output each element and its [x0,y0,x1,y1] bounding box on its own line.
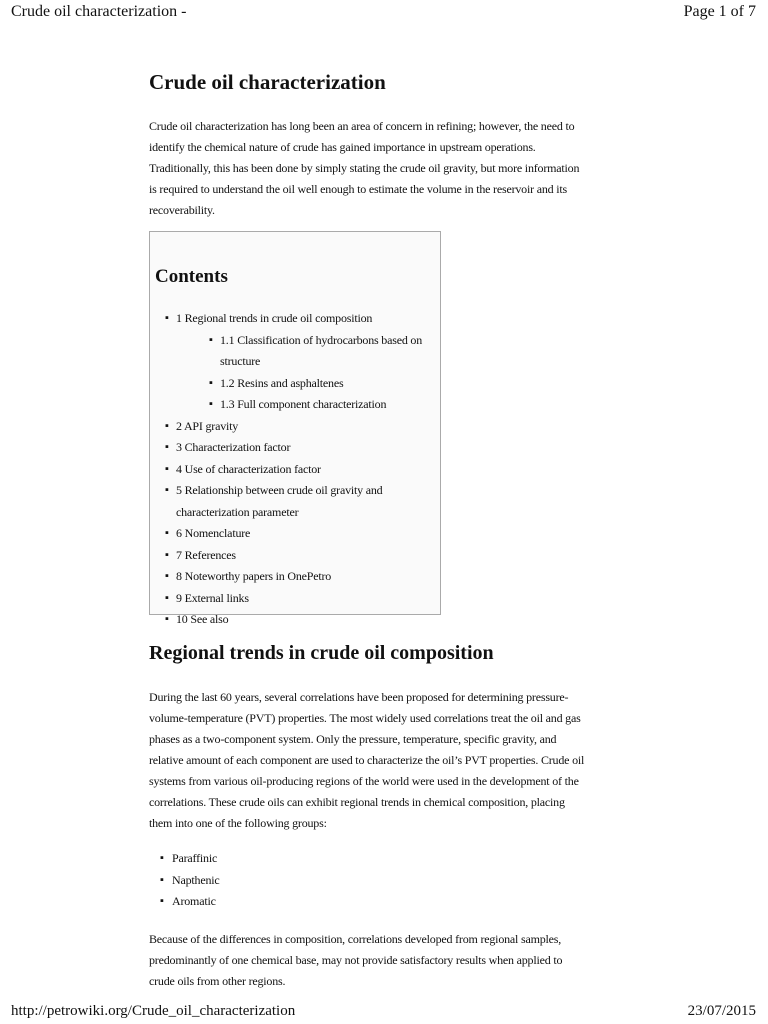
toc-item-1[interactable]: ▪ 1 Regional trends in crude oil composition ▪ 1.1 Classification of hydrocarbons based on structure ▪ 1.2 Resins and asphaltenes ▪ 1.3 Full component characterization [155,308,440,416]
print-header-page-number: Page 1 of 7 [683,3,756,20]
toc-item-4[interactable]: ▪ 4 Use of characterization factor [155,459,440,481]
print-footer-url: http://petrowiki.org/Crude_oil_characterization [11,1003,296,1019]
toc-item-8[interactable]: ▪ 8 Noteworthy papers in OnePetro [155,566,440,588]
toc-item-2[interactable]: ▪ 2 API gravity [155,416,440,438]
page-title: Crude oil characterization [149,70,386,94]
toc-item-6[interactable]: ▪ 6 Nomenclature [155,523,440,545]
toc-item-7[interactable]: ▪ 7 References [155,545,440,567]
toc-item-5[interactable]: ▪ 5 Relationship between crude oil gravity and characterization parameter [155,480,440,523]
article [149,68,589,992]
print-footer-date: 23/07/2015 [687,1003,756,1019]
section-paragraph-2: Because of the differences in composition, correlations developed from regional samples, predominantly of one chemical base, may not provide satisfactory results when applied to crude oils from other regions. [149,931,563,988]
toc-item-1-1[interactable]: ▪ 1.1 Classification of hydrocarbons based on structure [176,330,440,373]
toc-title: Contents [155,266,228,287]
toc-list [155,308,440,631]
toc-item-9[interactable]: ▪ 9 External links [155,588,440,610]
toc-item-3[interactable]: ▪ 3 Characterization factor [155,437,440,459]
toc-sublist [176,330,440,416]
toc-item-1-3[interactable]: ▪ 1.3 Full component characterization [176,394,440,416]
toc-item-10[interactable]: ▪ 10 See also [155,609,440,631]
toc-item-1-2[interactable]: ▪ 1.2 Resins and asphaltenes [176,373,440,395]
print-header-title: Crude oil characterization - [11,3,187,20]
table-of-contents [149,231,441,626]
list-item: ▪ Aromatic [149,891,589,913]
section-heading: Regional trends in crude oil composition [149,642,494,664]
list-item: ▪ Napthenic [149,870,589,892]
intro-paragraph: Crude oil characterization has long been an area of concern in refining; however, the need to identify the chemical nature of crude has gained importance in upstream operations. Traditionally, this has been done by simply stating the crude oil gravity, but more information is required to understand the oil well enough to estimate the volume in the reservoir and its recoverability. [149,119,580,217]
section-paragraph: During the last 60 years, several correlations have been proposed for determining pressure-volume-temperature (PVT) properties. The most widely used correlations treat the oil and gas phases as a two-component system. Only the pressure, temperature, specific gravity, and relative amount of each component are used to characterize the oil’s PVT properties. Crude oil systems from various oil-producing regions of the world were used in the development of the correlations. These crude oils can exhibit regional trends in chemical composition, placing them into one of the following groups: [149,690,585,830]
oil-groups-list [149,848,589,913]
list-item: ▪ Paraffinic [149,848,589,870]
